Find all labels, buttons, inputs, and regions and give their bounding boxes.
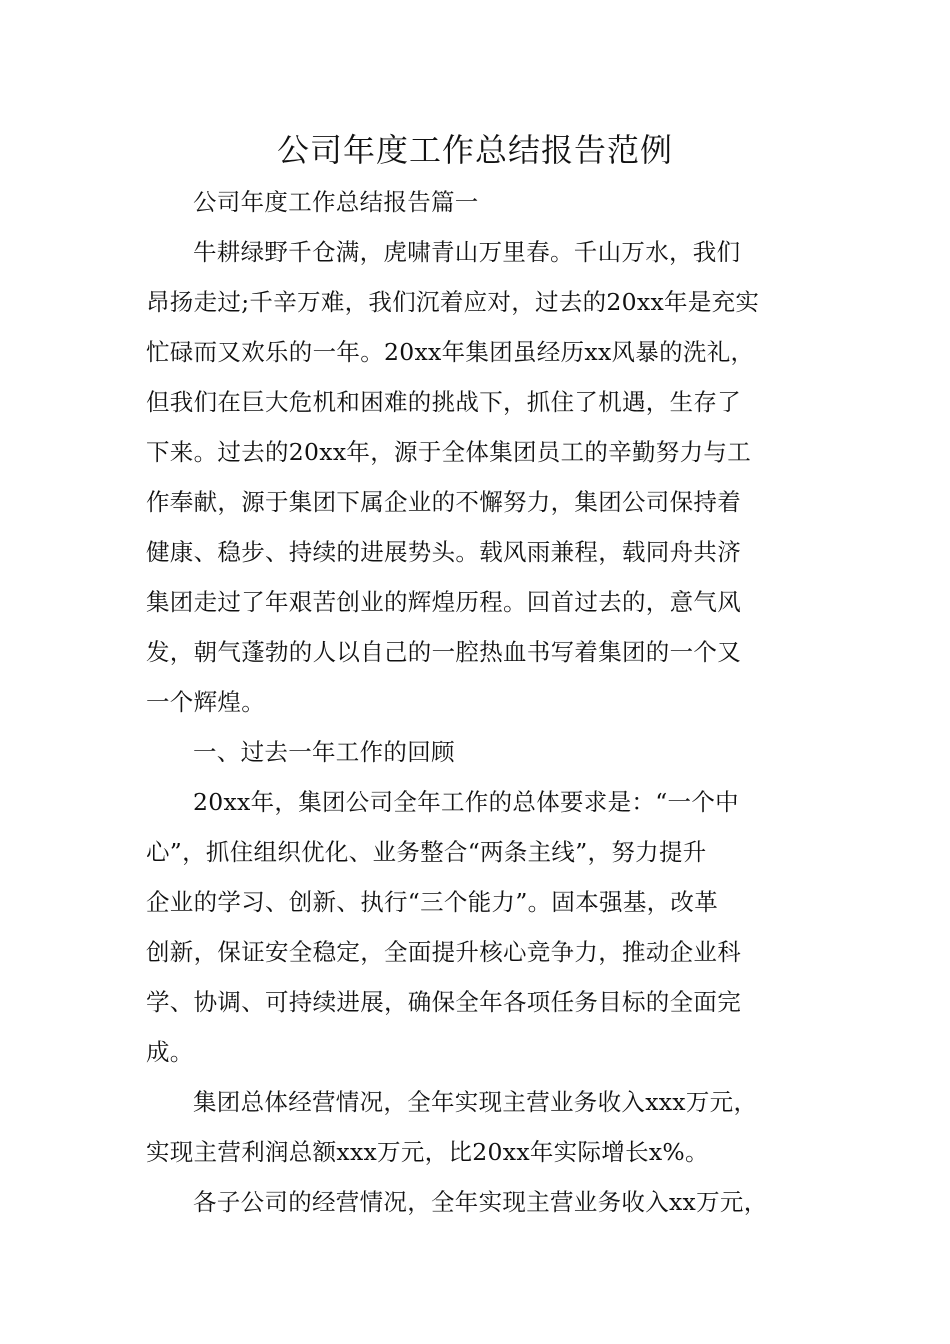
paragraph-line: 发，朝气蓬勃的人以自己的一腔热血书写着集团的一个又 bbox=[146, 638, 741, 666]
paragraph-line: 集团走过了年艰苦创业的辉煌历程。回首过去的，意气风 bbox=[146, 588, 741, 616]
paragraph-line: 一个辉煌。 bbox=[146, 688, 265, 716]
paragraph-line: 健康、稳步、持续的进展势头。载风雨兼程，载同舟共济 bbox=[146, 538, 741, 566]
paragraph-line: 集团总体经营情况，全年实现主营业务收入xxx万元， bbox=[193, 1088, 758, 1116]
paragraph-line: 创新，保证安全稳定，全面提升核心竞争力，推动企业科 bbox=[146, 938, 741, 966]
paragraph-line: 成。 bbox=[146, 1038, 194, 1066]
paragraph-line: 但我们在巨大危机和困难的挑战下，抓住了机遇，生存了 bbox=[146, 388, 741, 416]
paragraph-line: 作奉献，源于集团下属企业的不懈努力，集团公司保持着 bbox=[146, 488, 741, 516]
paragraph-subsidiary-performance bbox=[146, 1177, 808, 1227]
paragraph-requirements bbox=[146, 777, 808, 1077]
section-heading bbox=[146, 727, 808, 777]
paragraph-line: 学、协调、可持续进展，确保全年各项任务目标的全面完 bbox=[146, 988, 741, 1016]
paragraph-line: 忙碌而又欢乐的一年。20xx年集团虽经历xx风暴的洗礼， bbox=[146, 338, 755, 366]
paragraph-line: 各子公司的经营情况，全年实现主营业务收入xx万元， bbox=[193, 1188, 768, 1216]
document-body bbox=[146, 177, 808, 1227]
paragraph-group-performance bbox=[146, 1077, 808, 1177]
paragraph-line: 牛耕绿野千仓满，虎啸青山万里春。千山万水，我们 bbox=[193, 238, 741, 266]
section-subtitle bbox=[146, 177, 808, 227]
heading-line: 一、过去一年工作的回顾 bbox=[193, 738, 455, 766]
paragraph-line: 昂扬走过;千辛万难，我们沉着应对，过去的20xx年是充实 bbox=[146, 288, 760, 316]
paragraph-line: 实现主营利润总额xxx万元，比20xx年实际增长x%。 bbox=[146, 1138, 709, 1166]
paragraph-line: 下来。过去的20xx年，源于全体集团员工的辛勤努力与工 bbox=[146, 438, 752, 466]
paragraph-intro bbox=[146, 227, 808, 727]
document-title: 公司年度工作总结报告范例 bbox=[276, 131, 673, 169]
subtitle-line: 公司年度工作总结报告篇一 bbox=[193, 188, 479, 216]
paragraph-line: 企业的学习、创新、执行“三个能力”。固本强基，改革 bbox=[146, 888, 719, 916]
paragraph-line: 心”，抓住组织优化、业务整合“两条主线”，努力提升 bbox=[146, 838, 707, 866]
paragraph-line: 20xx年，集团公司全年工作的总体要求是：“一个中 bbox=[193, 788, 739, 816]
